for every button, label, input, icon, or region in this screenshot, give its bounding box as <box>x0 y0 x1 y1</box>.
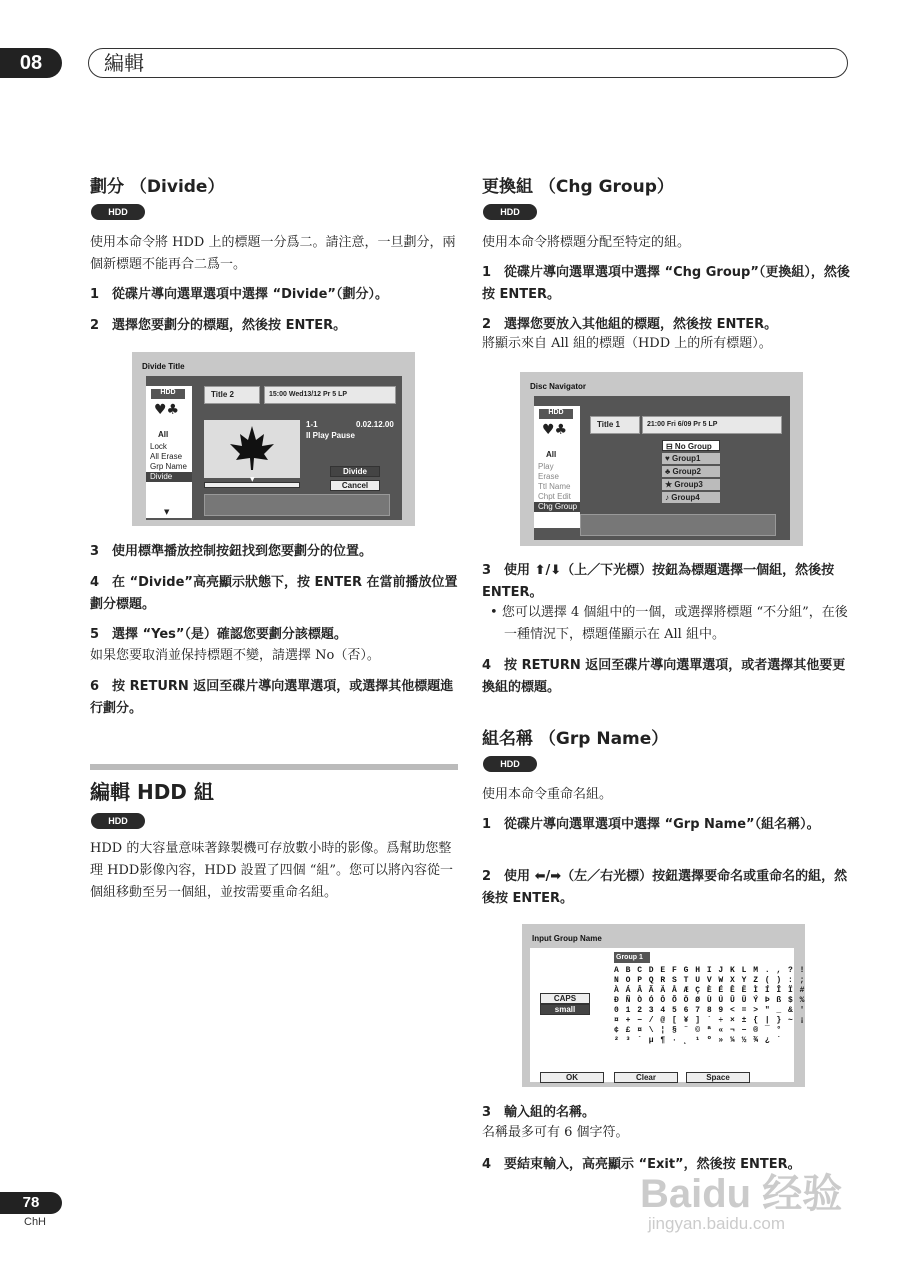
page-number: 78 <box>0 1192 62 1214</box>
caps-button[interactable]: CAPS <box>540 993 590 1004</box>
disc-navigator-sidebar <box>534 406 580 528</box>
title-name: Title 1 <box>590 416 640 434</box>
group-option-none[interactable]: ⊟ No Group <box>662 440 720 451</box>
divide-step-5-note: 如果您要取消並保持標題不變，請選擇 No（否）。 <box>90 648 380 663</box>
help-area <box>204 494 390 516</box>
group-name-field[interactable]: Group 1 <box>614 952 650 963</box>
menu-all-erase[interactable]: All Erase <box>150 452 183 461</box>
cancel-button[interactable]: Cancel <box>330 480 380 491</box>
time-display: 0.02.12.00 <box>356 420 394 429</box>
title-name: Title 2 <box>204 386 260 404</box>
divide-title-screen <box>132 352 415 526</box>
grp-name-step-1: 1 從碟片導向選單選項中選擇 “Grp Name”（組名稱）。 <box>482 817 820 832</box>
divide-step-2: 2 選擇您要劃分的標題，然後按 ENTER。 <box>90 318 347 333</box>
grp-name-heading: 組名稱 （Grp Name） <box>482 729 669 749</box>
menu-divide[interactable]: Divide <box>146 472 192 482</box>
divide-screen-body <box>146 376 402 520</box>
group-option-1[interactable]: ♥ Group1 <box>662 453 720 464</box>
input-group-name-screen <box>522 924 805 1087</box>
disc-navigator-body <box>534 396 790 540</box>
group-option-4[interactable]: ♪ Group4 <box>662 492 720 503</box>
input-group-name-body <box>530 948 806 1082</box>
space-button[interactable]: Space <box>686 1072 750 1083</box>
divide-button[interactable]: Divide <box>330 466 380 477</box>
grp-name-step-3: 3 輸入組的名稱。 <box>482 1105 596 1120</box>
chg-group-step-2-note: 將顯示來自 All 組的標題（HDD 上的所有標題）。 <box>482 336 772 351</box>
group-option-2[interactable]: ♣ Group2 <box>662 466 720 477</box>
language-code: ChH <box>24 1216 47 1228</box>
grp-name-step-3-note: 名稱最多可有 6 個字符。 <box>482 1125 629 1140</box>
chg-group-hdd-badge: HDD <box>483 204 537 220</box>
divide-intro: 使用本命令將 HDD 上的標題一分爲二。請注意，一旦劃分，兩個新標題不能再合二爲一。 <box>90 235 456 272</box>
grp-name-step-2: 2 使用 ⬅/➡（左／右光標）按鈕選擇要命名或重命名的組，然後按 ENTER。 <box>482 869 848 906</box>
chg-group-step-3: 3 使用 ⬆/⬇（上／下光標）按鈕為標題選擇一個組，然後按 ENTER。 <box>482 563 835 600</box>
scroll-down-icon[interactable]: ▼ <box>164 508 170 516</box>
watermark-brand: Baidu 经验 <box>640 1172 843 1216</box>
chapter-number-display: 1-1 <box>306 420 318 429</box>
edit-hdd-heading: 編輯 HDD 組 <box>90 780 214 804</box>
menu-grp-name[interactable]: Grp Name <box>150 462 187 471</box>
edit-hdd-badge: HDD <box>91 813 145 829</box>
ok-button[interactable]: OK <box>540 1072 604 1083</box>
hdd-chip: HDD <box>151 389 185 399</box>
disc-navigator-screen <box>520 372 803 546</box>
group-icons: ♥♣ <box>542 422 568 438</box>
divide-step-4: 4 在 “Divide”高亮顯示狀態下，按 ENTER 在當前播放位置劃分標題。 <box>90 575 458 612</box>
group-option-3[interactable]: ★ Group3 <box>662 479 720 490</box>
divide-step-3: 3 使用標準播放控制按鈕找到您要劃分的位置。 <box>90 544 373 559</box>
all-label: All <box>546 450 557 459</box>
title-info: 15:00 Wed13/12 Pr 5 LP <box>264 386 396 404</box>
disc-navigator-title: Disc Navigator <box>530 382 587 391</box>
menu-ttl-name[interactable]: Ttl Name <box>538 482 571 491</box>
character-grid[interactable]: A B C D E F G H I J K L M . , ? ! N O P Q R S T U V W X Y Z ( ) : ; À Á Â Ã Ä Å Æ Ç È É Ê Ë Ì Í Î Ï # Ð Ñ Ò Ó Ô Õ Ö Ø Ù Ú Û Ü Ý Þ ß $ % 0 1 2 3 4 5 6 7 8 9 < = > " _ & ' ¤ + − / @ [ ¥ ] ` ÷ × ± { | } ~ ¡ ¢ £ ¤ \ ¦ § ¨ © ª « ¬ − ® ¯ ° ² ³ ´ µ ¶ · ¸ ¹ º » ¼ ½ ¾ ¿ ˙ <box>614 966 806 1045</box>
divide-step-1: 1 從碟片導向選單選項中選擇 “Divide”（劃分）。 <box>90 287 388 302</box>
small-button[interactable]: small <box>540 1004 590 1015</box>
menu-erase[interactable]: Erase <box>538 472 559 481</box>
grp-name-intro: 使用本命令重命名組。 <box>482 787 613 802</box>
chg-group-intro: 使用本命令將標題分配至特定的組。 <box>482 235 691 250</box>
chapter-title: 編輯 <box>104 51 144 75</box>
hdd-chip: HDD <box>539 409 573 419</box>
help-area <box>580 514 776 536</box>
section-divider <box>90 764 458 770</box>
menu-lock[interactable]: Lock <box>150 442 167 451</box>
group-icons: ♥♣ <box>154 402 180 418</box>
menu-play[interactable]: Play <box>538 462 554 471</box>
chg-group-heading: 更換組 （Chg Group） <box>482 177 674 197</box>
chapter-bar <box>88 48 848 78</box>
chg-group-step-3-bullet: • 您可以選擇 4 個組中的一個，或選擇將標題 “不分組”，在後一種情況下，標題僅顯示在 All 組中。 <box>490 605 848 642</box>
video-preview <box>204 420 300 478</box>
grp-name-hdd-badge: HDD <box>483 756 537 772</box>
chapter-number: 08 <box>0 48 62 78</box>
grp-name-step-4: 4 要結束輸入，高亮顯示 “Exit”，然後按 ENTER。 <box>482 1157 801 1172</box>
divide-screen-title: Divide Title <box>142 362 185 371</box>
position-marker-icon: ▼ <box>250 476 255 483</box>
divide-sidebar <box>146 386 192 518</box>
edit-hdd-intro: HDD 的大容量意味著錄製機可存放數小時的影像。爲幫助您整理 HDD影像內容，HDD 設置了四個 “組”。您可以將內容從一個組移動至另一個組，並按需要重命名組。 <box>90 841 454 900</box>
play-status: II Play Pause <box>306 431 355 440</box>
chg-group-step-1: 1 從碟片導向選單選項中選擇 “Chg Group”（更換組），然後按 ENTER。 <box>482 265 850 302</box>
divide-hdd-badge: HDD <box>91 204 145 220</box>
divide-heading: 劃分 （Divide） <box>90 177 225 197</box>
group-list <box>662 440 720 510</box>
divide-step-5: 5 選擇 “Yes”（是）確認您要劃分該標題。 <box>90 627 347 642</box>
clear-button[interactable]: Clear <box>614 1072 678 1083</box>
menu-chg-group[interactable]: Chg Group <box>534 502 580 512</box>
chg-group-step-4: 4 按 RETURN 返回至碟片導向選單選項，或者選擇其他要更換組的標題。 <box>482 658 846 695</box>
divide-step-6: 6 按 RETURN 返回至碟片導向選單選項，或選擇其他標題進行劃分。 <box>90 679 454 716</box>
input-group-name-title: Input Group Name <box>532 934 602 943</box>
title-info: 21:00 Fri 6/09 Pr 5 LP <box>642 416 782 434</box>
watermark-url: jingyan.baidu.com <box>648 1214 786 1233</box>
all-label: All <box>158 430 169 439</box>
chg-group-step-2: 2 選擇您要放入其他組的標題，然後按 ENTER。 <box>482 317 778 332</box>
bullet-text: 您可以選擇 4 個組中的一個，或選擇將標題 “不分組”，在後一種情況下，標題僅顯示在 All 組中。 <box>501 605 848 642</box>
maple-leaf-icon <box>204 420 300 478</box>
menu-chpt-edit[interactable]: Chpt Edit <box>538 492 571 501</box>
